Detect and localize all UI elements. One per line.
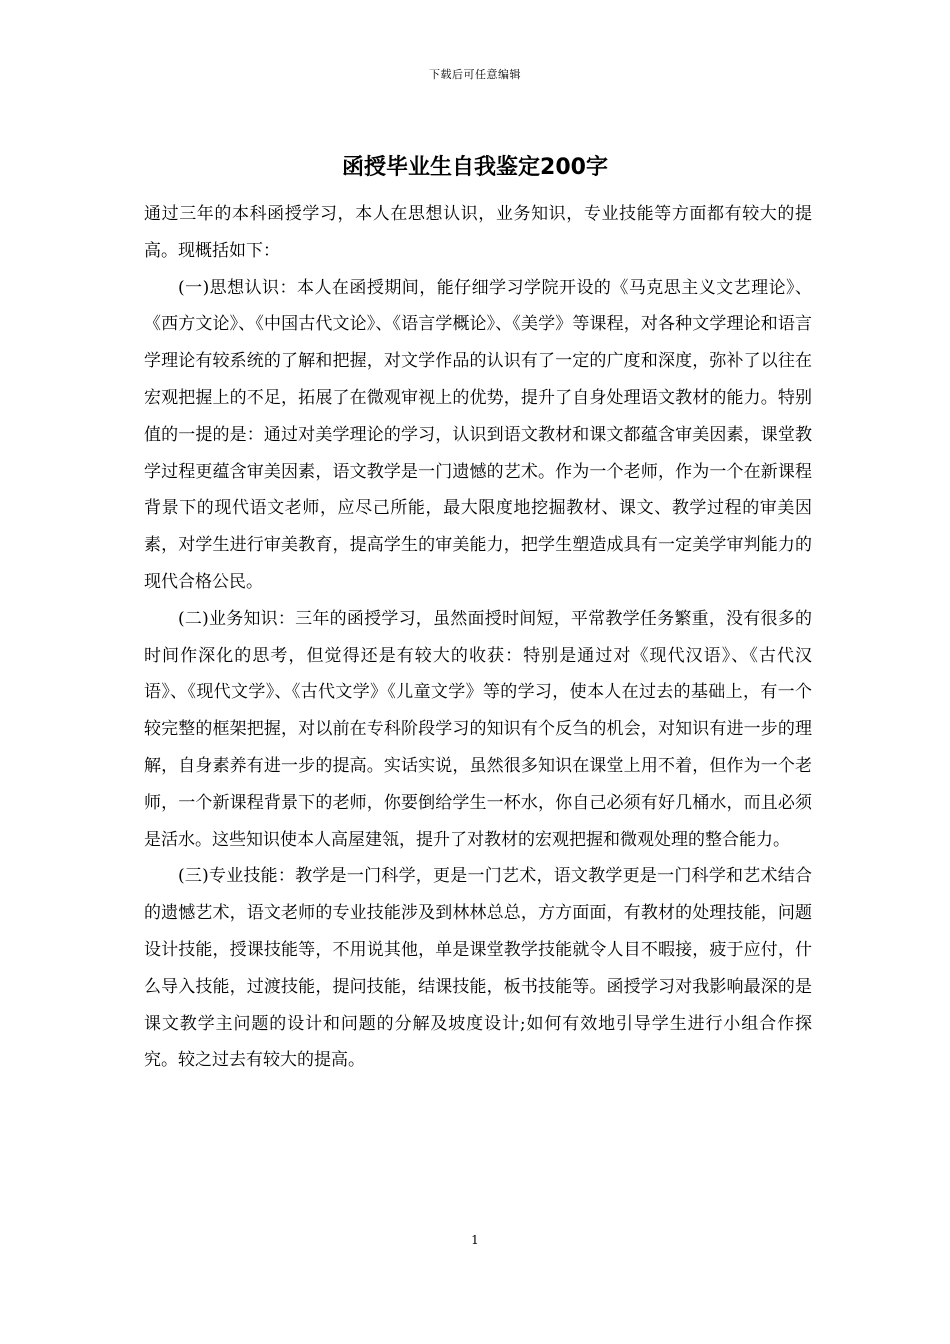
- page-number: 1: [471, 1233, 479, 1247]
- intro-paragraph: 通过三年的本科函授学习，本人在思想认识，业务知识，专业技能等方面都有较大的提高。现概括如下：: [144, 204, 812, 261]
- section-knowledge-paragraph: (二)业务知识：三年的函授学习，虽然面授时间短，平常教学任务繁重，没有很多的时间作深化的思考，但觉得还是有较大的收获：特别是通过对《现代汉语》、《古代汉语》、《现代文学》、《古代文学》《儿童文学》等的学习，使本人在过去的基础上，有一个较完整的框架把握，对以前在专科阶段学习的知识有个反刍的机会，对知识有进一步的理解，自身素养有进一步的提高。实话实说，虽然很多知识在课堂上用不着，但作为一个老师，一个新课程背景下的老师，你要倒给学生一杯水，你自己必须有好几桶水，而且必须是活水。这些知识使本人高屋建瓴，提升了对教材的宏观把握和微观处理的整合能力。: [144, 608, 812, 850]
- section-thought-paragraph: (一)思想认识：本人在函授期间，能仔细学习学院开设的《马克思主义文艺理论》、《西方文论》、《中国古代文论》、《语言学概论》、《美学》等课程，对各种文学理论和语言学理论有较系统的了解和把握，对文学作品的认识有了一定的广度和深度，弥补了以往在宏观把握上的不足，拓展了在微观审视上的优势，提升了自身处理语文教材的能力。特别值的一提的是：通过对美学理论的学习，认识到语文教材和课文都蕴含审美因素，课堂教学过程更蕴含审美因素，语文教学是一门遗憾的艺术。作为一个老师，作为一个在新课程背景下的现代语文老师，应尽己所能，最大限度地挖掘教材、课文、教学过程的审美因素，对学生进行审美教育，提高学生的审美能力，把学生塑造成具有一定美学审判能力的现代合格公民。: [144, 277, 812, 592]
- header-note: 下载后可任意编辑: [429, 68, 521, 81]
- section-skills-paragraph: (三)专业技能：教学是一门科学，更是一门艺术，语文教学更是一门科学和艺术结合的遗憾艺术，语文老师的专业技能涉及到林林总总，方方面面，有教材的处理技能，问题设计技能，授课技能等，不用说其他，单是课堂教学技能就令人目不暇接，疲于应付，什么导入技能，过渡技能，提问技能，结课技能，板书技能等。函授学习对我影响最深的是课文教学主问题的设计和问题的分解及坡度设计;如何有效地引导学生进行小组合作探究。较之过去有较大的提高。: [144, 866, 812, 1071]
- document-title: 函授毕业生自我鉴定200字: [342, 155, 608, 180]
- document-body: [144, 196, 812, 1079]
